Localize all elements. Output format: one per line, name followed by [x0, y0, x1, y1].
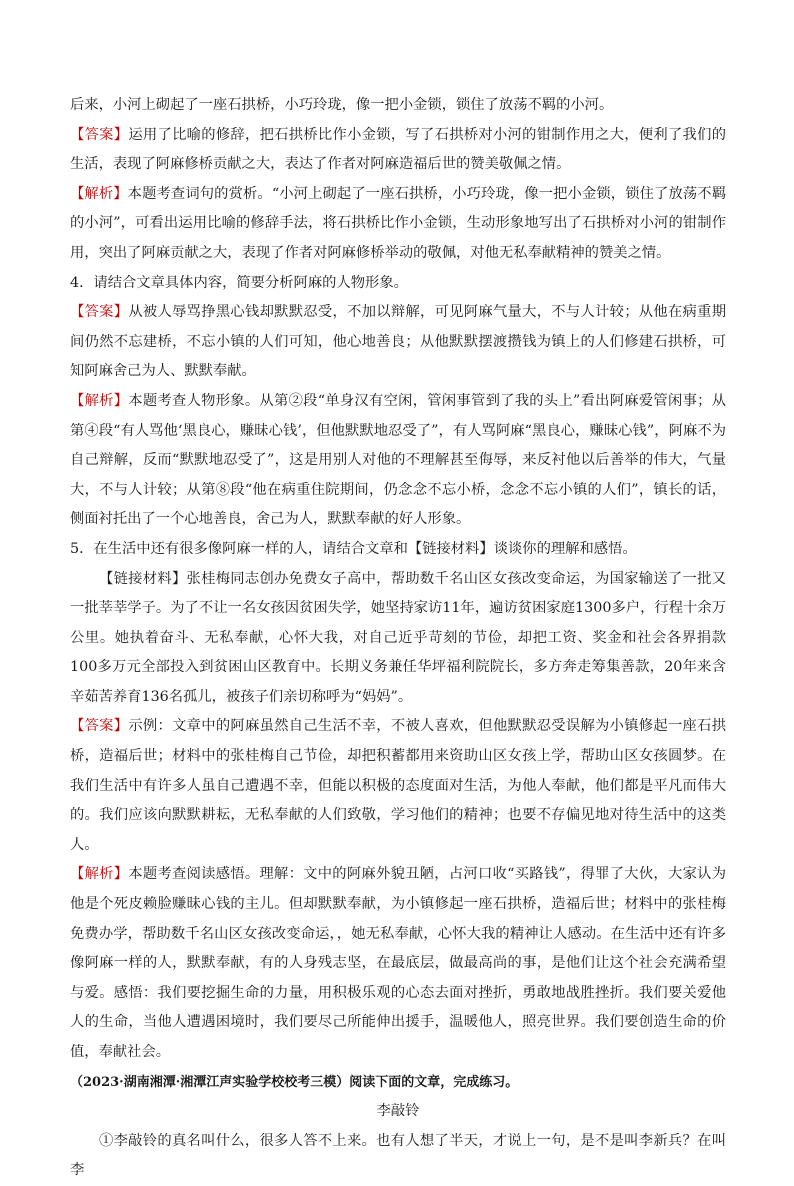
q5-answer — [70, 712, 726, 860]
quoted-sentence: 后来，小河上砌起了一座石拱桥，小巧玲珑，像一把小金锁，锁住了放荡不羁的小河。 — [70, 97, 614, 113]
document-body — [70, 91, 726, 1186]
linked-material: 【链接材料】张桂梅同志创办免费女子高中，帮助数千名山区女孩改变命运，为国家输送了一批又一批莘莘学子。为了不让一名女孩因贫困失学，她坚持家访11年，遍访贫困家庭1300多户，行程十余万公里。她执着奋斗、无私奉献，心怀大我，对自己近乎苛刻的节俭，却把工资、奖金和社会各界捐款100多万元全部投入到贫困山区教育中。长期义务兼任华坪福利院院长，多方奔走筹集善款，20年来含辛茹苦养育136名孤儿，被孩子们亲切称呼为“妈妈”。 — [70, 570, 726, 705]
q3-analysis-text: 本题考查词句的赏析。“小河上砌起了一座石拱桥，小巧玲珑，像一把小金锁，锁住了放荡不羁的小河”，可看出运用比喻的修辞手法，将石拱桥比作小金锁，生动形象地写出了石拱桥对小河的钳制作用，突出了阿麻贡献之大，表现了作者对阿麻修桥举动的敬佩，对他无私奉献精神的赞美之情。 — [70, 185, 727, 261]
q3-analysis — [70, 180, 726, 269]
q5-analysis — [70, 860, 726, 1067]
answer-tag: 【答案】 — [70, 718, 129, 735]
question-5: 5．在生活中还有很多像阿麻一样的人，请结合文章和【链接材料】谈谈你的理解和感悟。 — [70, 540, 637, 557]
answer-tag: 【答案】 — [70, 304, 129, 321]
q3-answer — [70, 121, 726, 180]
analysis-tag: 【解析】 — [70, 185, 128, 202]
q3-answer-text: 运用了比喻的修辞，把石拱桥比作小金锁，写了石拱桥对小河的钳制作用之大，便利了我们的生活，表现了阿麻修桥贡献之大，表达了作者对阿麻造福后世的赞美敬佩之情。 — [70, 126, 727, 173]
source-line: （2023·湖南湘潭·湘潭江声实验学校校考三模）阅读下面的文章，完成练习。 — [70, 1074, 519, 1090]
q5-answer-text: 示例：文章中的阿麻虽然自己生活不幸，不被人喜欢，但他默默忍受误解为小镇修起一座石拱桥，造福后世；材料中的张桂梅自己节俭，却把积蓄都用来资助山区女孩上学，帮助山区女孩圆梦。在我们生活中有许多人虽自己遭遇不幸，但能以积极的态度面对生活，为他人奉献，他们都是平凡而伟大的。我们应该向默默耕耘，无私奉献的人们致敬，学习他们的精神；也要不存偏见地对待生活中的这类人。 — [70, 718, 727, 853]
analysis-tag: 【解析】 — [70, 866, 129, 883]
analysis-tag: 【解析】 — [70, 392, 129, 409]
q5-analysis-text: 本题考查阅读感悟。理解：文中的阿麻外貌丑陋，占河口收“买路钱”，得罪了大伙，大家认为他是个死皮赖脸赚昧心钱的主儿。但却默默奉献，为小镇修起一座石拱桥，造福后世；材料中的张桂梅免费办学，帮助数千名山区女孩改变命运，，她无私奉献，心怀大我的精神让人感动。在生活中还有许多像阿麻一样的人，默默奉献，有的人身残志坚，在最底层，做最高尚的事，是他们让这个社会充满希望与爱。感悟：我们要挖掘生命的力量，用积极乐观的心态去面对挫折，勇敢地战胜挫折。我们要关爱他人的生命，当他人遭遇困境时，我们要尽己所能伸出援手，温暖他人，照亮世界。我们要创造生命的价值，奉献社会。 — [70, 866, 727, 1060]
answer-tag: 【答案】 — [70, 126, 129, 143]
q4-answer — [70, 298, 726, 387]
q4-answer-text: 从被人辱骂挣黑心钱却默默忍受，不加以辩解，可见阿麻气量大，不与人计较；从他在病重期间仍然不忘建桥，不忘小镇的人们可知，他心地善良；从他默默摆渡攒钱为镇上的人们修建石拱桥，可知阿麻舍己为人、默默奉献。 — [70, 304, 727, 380]
q4-analysis — [70, 387, 726, 535]
article-paragraph-1: ①李敲铃的真名叫什么，很多人答不上来。也有人想了半天，才说上一句，是不是叫李新兵？在叫李 — [70, 1132, 726, 1179]
question-4: 4．请结合文章具体内容，简要分析阿麻的人物形象。 — [70, 274, 408, 291]
article-title: 李敲铃 — [376, 1103, 420, 1120]
q4-analysis-text: 本题考查人物形象。从第②段“单身汉有空闲，管闲事管到了我的头上”看出阿麻爱管闲事；从第④段“有人骂他‘黑良心，赚昧心钱’，但他默默地忍受了”，有人骂阿麻“黑良心，赚昧心钱”，阿麻不为自己辩解，反而“默默地忍受了”，这是用别人对他的不理解甚至侮辱，来反衬他以后善举的伟大，气量大，不与人计较；从第⑧段“他在病重住院期间，仍念念不忘小桥，念念不忘小镇的人们”，镇长的话，侧面衬托出了一个心地善良，舍己为人，默默奉献的好人形象。 — [70, 392, 727, 528]
